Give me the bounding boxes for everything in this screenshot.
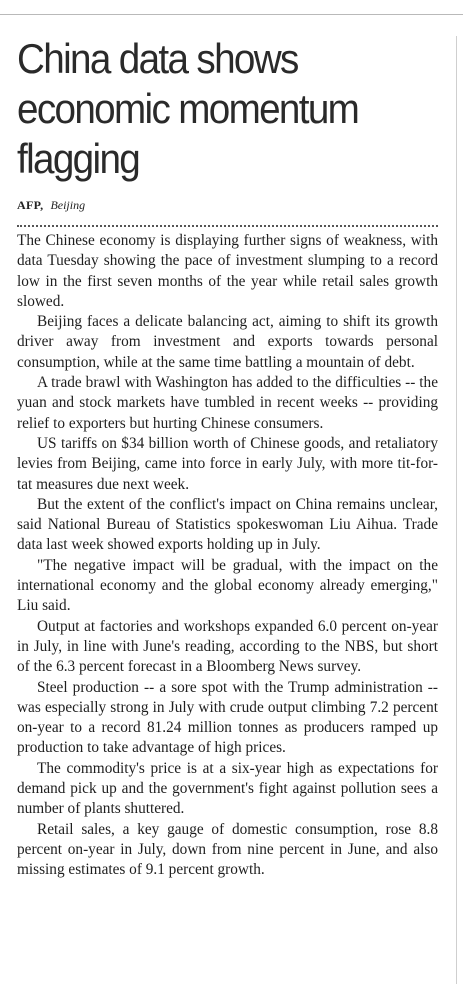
paragraph: But the extent of the conflict's impact on China remains unclear, said National Bureau of Statistics spokeswoman Liu Aihua. Trade data last week showed exports holding up in July.	[17, 495, 438, 554]
byline-city: Beijing	[50, 198, 86, 212]
paragraph: Steel production -- a sore spot with the Trump administration -- was especially strong in July with crude output climbing 7.2 percent on-year to a record 81.24 million tonnes as producers ramped up production to take advantage of high prices.	[17, 678, 438, 757]
article-body	[17, 231, 438, 881]
paragraph: The Chinese economy is displaying further signs of weakness, with data Tuesday showing the pace of investment slumping to a record low in the first seven months of the year while retail sales growth slowed.	[17, 232, 438, 310]
paragraph: Output at factories and workshops expanded 6.0 percent on-year in July, in line with June's reading, according to the NBS, but short of the 6.3 percent forecast in a Bloomberg News survey.	[17, 617, 438, 676]
article	[17, 34, 438, 881]
paragraph: Retail sales, a key gauge of domestic consumption, rose 8.8 percent on-year in July, down from nine percent in June, and also missing estimates of 9.1 percent growth.	[17, 820, 438, 879]
paragraph: US tariffs on $34 billion worth of Chinese goods, and retaliatory levies from Beijing, came into force in early July, with more tit-for-tat measures due next week.	[17, 434, 438, 493]
dotted-divider	[17, 225, 438, 227]
byline	[17, 198, 438, 213]
column-rule	[456, 36, 457, 984]
top-rule	[0, 14, 463, 15]
paragraph: "The negative impact will be gradual, with the impact on the international economy and the global economy already emerging," Liu said.	[17, 556, 438, 615]
byline-agency: AFP,	[17, 198, 44, 212]
paragraph: Beijing faces a delicate balancing act, aiming to shift its growth driver away from investment and exports towards personal consumption, while at the same time battling a mountain of debt.	[17, 313, 438, 371]
headline: China data shows economic momentum flagging	[17, 35, 359, 182]
paragraph: The commodity's price is at a six-year high as expectations for demand pick up and the government's fight against pollution sees a number of plants shuttered.	[17, 759, 438, 818]
paragraph: A trade brawl with Washington has added to the difficulties -- the yuan and stock markets have tumbled in recent weeks -- providing relief to exporters but hurting Chinese consumers.	[17, 374, 438, 432]
